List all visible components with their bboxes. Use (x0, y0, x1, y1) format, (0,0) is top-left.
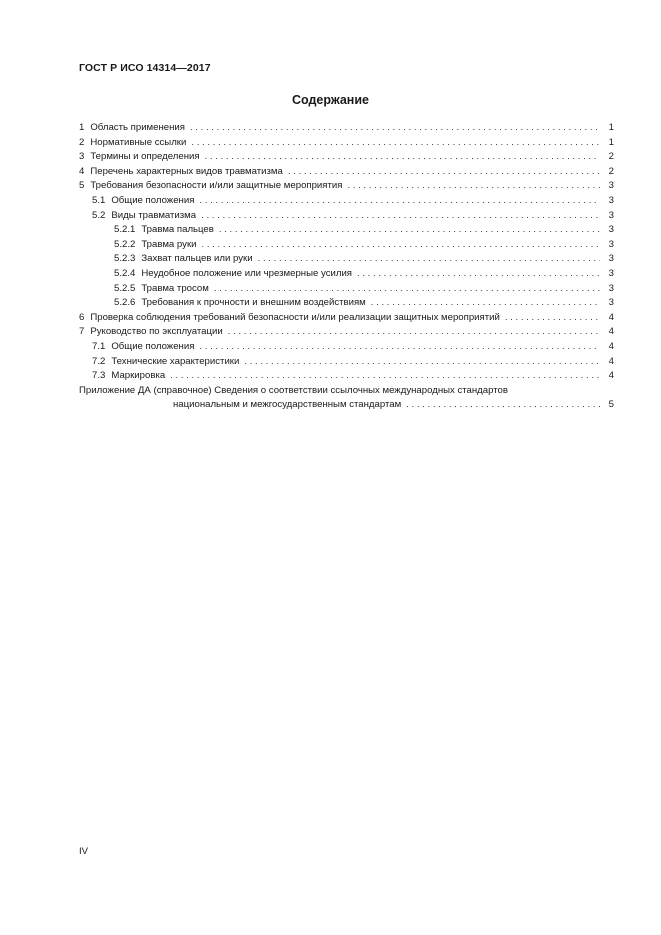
toc-entry[interactable] (79, 179, 614, 194)
toc-dot-leader (219, 223, 600, 238)
toc-dot-leader (199, 194, 600, 209)
toc-entry-number: 5.2.1 (114, 224, 136, 236)
toc-entry-title: Травма тросом (141, 282, 209, 294)
toc-entry-number: 5 (79, 180, 85, 192)
toc-entry[interactable] (79, 267, 614, 282)
toc-entry-title: Перечень характерных видов травматизма (90, 165, 283, 177)
toc-annex-page: 5 (608, 399, 614, 411)
toc-entry-title: Неудобное положение или чрезмерные усилия (141, 267, 353, 279)
toc-entry-page: 4 (608, 326, 614, 338)
toc-entry[interactable] (79, 282, 614, 297)
toc-entry-number: 5.2.4 (114, 267, 136, 279)
toc-dot-leader (258, 252, 600, 267)
toc-dot-leader (357, 267, 600, 282)
toc-entry[interactable] (79, 296, 614, 311)
toc-entry-title: Нормативные ссылки (90, 136, 187, 148)
toc-entry[interactable] (79, 355, 614, 370)
toc-entry-number: 5.1 (92, 194, 106, 206)
document-standard-code: ГОСТ Р ИСО 14314—2017 (79, 62, 211, 74)
toc-entry-number: 6 (79, 311, 85, 323)
toc-dot-leader (228, 325, 600, 340)
toc-entry-number: 2 (79, 136, 85, 148)
toc-dot-leader (406, 398, 600, 413)
toc-entry-page: 3 (608, 267, 614, 279)
toc-entry-number: 5.2.5 (114, 282, 136, 294)
toc-dot-leader (371, 296, 600, 311)
toc-entry-title: Виды травматизма (111, 209, 197, 221)
toc-entry-title: Технические характеристики (111, 355, 240, 367)
toc-entry-title: Общие положения (111, 340, 195, 352)
toc-entry-page: 4 (608, 355, 614, 367)
toc-entry[interactable] (79, 311, 614, 326)
toc-entry-title: Общие положения (111, 194, 195, 206)
toc-dot-leader (191, 136, 600, 151)
toc-entry-number: 7.1 (92, 340, 106, 352)
toc-entry-page: 2 (608, 165, 614, 177)
toc-entry-page: 3 (608, 238, 614, 250)
toc-dot-leader (170, 369, 600, 384)
toc-entry[interactable] (79, 121, 614, 136)
toc-entry-number: 7 (79, 326, 85, 338)
toc-dot-leader (205, 150, 600, 165)
toc-entry-number: 7.2 (92, 355, 106, 367)
toc-entry-page: 3 (608, 224, 614, 236)
toc-annex-entry-line2[interactable] (79, 398, 614, 413)
toc-annex-entry-line1[interactable]: Приложение ДА (справочное) Сведения о соответствии ссылочных международных стандартов (79, 384, 508, 396)
toc-entry-title: Маркировка (111, 370, 166, 382)
toc-title: Содержание (291, 93, 369, 107)
toc-entry-title: Область применения (90, 122, 185, 133)
table-of-contents (79, 121, 614, 413)
toc-entry-page: 3 (608, 253, 614, 265)
toc-entry[interactable] (79, 369, 614, 384)
toc-dot-leader (288, 165, 600, 180)
toc-entry-page: 3 (608, 297, 614, 309)
toc-entry-title: Руководство по эксплуатации (90, 326, 223, 338)
toc-entry-page: 1 (608, 122, 614, 133)
toc-entry-page: 3 (608, 180, 614, 192)
toc-entry-page: 4 (608, 340, 614, 352)
toc-entry-title: Травма руки (141, 238, 197, 250)
toc-entry[interactable] (79, 325, 614, 340)
toc-dot-leader (347, 179, 600, 194)
toc-dot-leader (190, 121, 600, 136)
toc-entry-number: 7.3 (92, 370, 106, 382)
toc-dot-leader (505, 311, 600, 326)
toc-entries (79, 121, 614, 384)
toc-entry-title: Захват пальцев или руки (141, 253, 253, 265)
toc-entry[interactable] (79, 252, 614, 267)
page-number: IV (79, 846, 89, 857)
toc-entry-number: 5.2.6 (114, 297, 136, 309)
toc-entry-number: 5.2.2 (114, 238, 136, 250)
toc-entry-page: 2 (608, 151, 614, 163)
toc-entry[interactable] (79, 194, 614, 209)
toc-dot-leader (201, 209, 600, 224)
toc-entry-number: 4 (79, 165, 85, 177)
toc-entry-page: 4 (608, 311, 614, 323)
toc-entry-title: Термины и определения (90, 151, 200, 163)
toc-entry[interactable] (79, 238, 614, 253)
toc-annex-text: национальным и межгосударственным стандартам (173, 399, 402, 411)
toc-entry-page: 1 (608, 136, 614, 148)
toc-entry[interactable] (79, 340, 614, 355)
toc-dot-leader (199, 340, 600, 355)
toc-entry-title: Травма пальцев (141, 224, 214, 236)
toc-entry[interactable] (79, 165, 614, 180)
toc-entry[interactable] (79, 150, 614, 165)
toc-entry-title: Требования к прочности и внешним воздействиям (141, 297, 366, 309)
toc-entry-page: 3 (608, 209, 614, 221)
toc-dot-leader (244, 355, 600, 370)
toc-entry-number: 3 (79, 151, 85, 163)
toc-entry-number: 5.2.3 (114, 253, 136, 265)
toc-dot-leader (202, 238, 600, 253)
toc-entry-number: 5.2 (92, 209, 106, 221)
toc-entry[interactable] (79, 223, 614, 238)
toc-entry[interactable] (79, 209, 614, 224)
toc-dot-leader (214, 282, 600, 297)
toc-entry-page: 3 (608, 194, 614, 206)
toc-entry-page: 4 (608, 370, 614, 382)
toc-entry-number: 1 (79, 122, 85, 133)
toc-entry-page: 3 (608, 282, 614, 294)
toc-entry-title: Требования безопасности и/или защитные мероприятия (90, 180, 343, 192)
toc-entry[interactable] (79, 136, 614, 151)
toc-entry-title: Проверка соблюдения требований безопасности и/или реализации защитных мероприятий (90, 311, 500, 323)
